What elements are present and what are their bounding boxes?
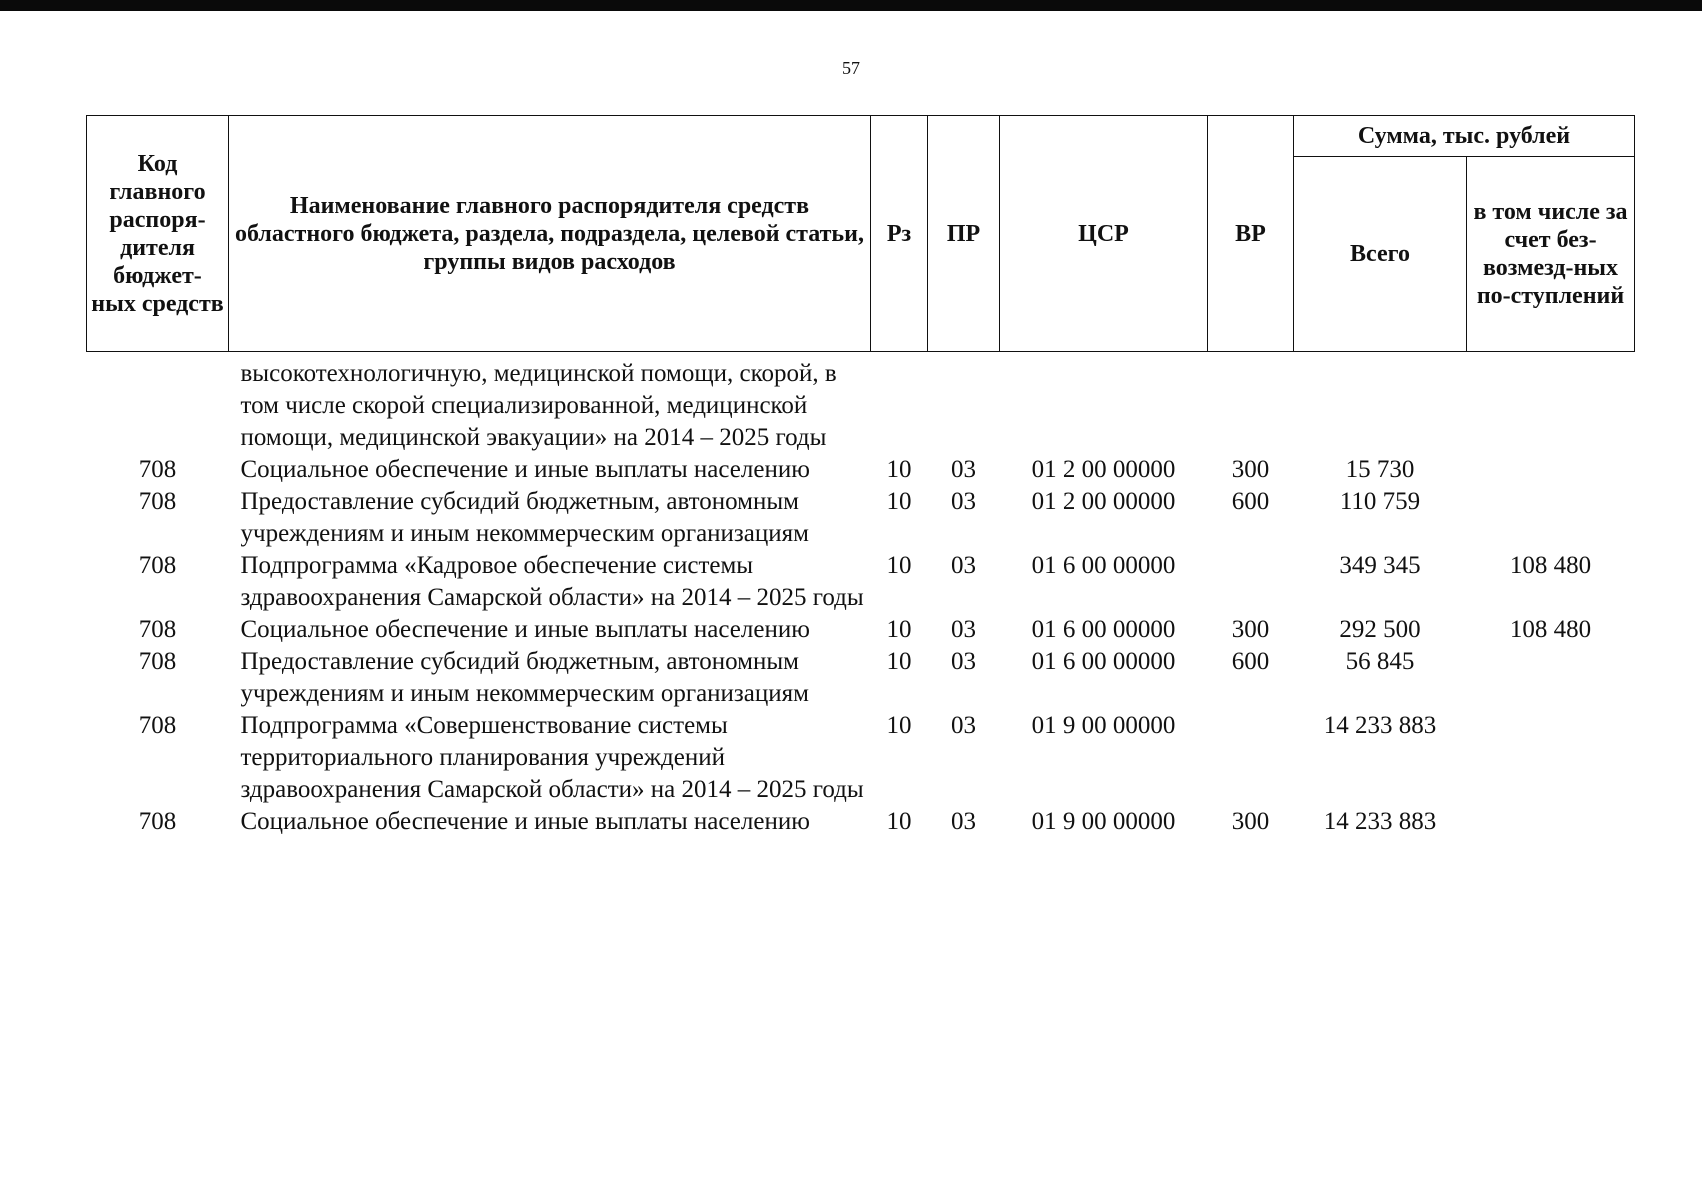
- table-row: [87, 806, 1635, 838]
- cell-name: Предоставление субсидий бюджетным, автономным учреждениям и иным некоммерческим организациям: [240, 648, 809, 707]
- table-row: [87, 454, 1635, 486]
- table-header: [87, 116, 1635, 352]
- cell-rz: 10: [886, 648, 912, 675]
- header-name: Наименование главного распорядителя средств областного бюджета, раздела, подраздела, целевой статьи, группы видов расходов: [229, 116, 871, 352]
- cell-incl: [1467, 806, 1635, 838]
- cell-code: 708: [138, 808, 177, 835]
- table-row: [87, 486, 1635, 550]
- cell-name: Подпрограмма «Совершенствование системы территориального планирования учреждений здравоохранения Самарской области» на 2014 – 2025 годы: [240, 712, 864, 803]
- cell-csr: 01 6 00 00000: [1031, 648, 1176, 675]
- table-body: [87, 352, 1635, 839]
- cell-code: 708: [138, 456, 177, 483]
- cell-csr: 01 6 00 00000: [1031, 552, 1176, 579]
- cell-csr: 01 2 00 00000: [1031, 488, 1176, 515]
- cell-code: 708: [138, 712, 177, 739]
- cell-total: 15 730: [1345, 456, 1415, 483]
- cell-total: 292 500: [1339, 616, 1421, 643]
- cell-incl: [1467, 486, 1635, 550]
- cell-pr: 03: [951, 552, 976, 579]
- cell-rz: 10: [886, 808, 912, 835]
- table-row: [87, 550, 1635, 614]
- cell-total: 110 759: [1339, 488, 1421, 515]
- header-pr: ПР: [928, 116, 1000, 352]
- cell-rz: 10: [886, 712, 912, 739]
- header-rz: Рз: [871, 116, 928, 352]
- cell-pr: 03: [951, 488, 976, 515]
- cell-name: Социальное обеспечение и иные выплаты населению: [240, 616, 810, 643]
- continuation-empty: [871, 352, 1635, 455]
- page-number: 57: [842, 58, 860, 78]
- cell-rz: 10: [886, 552, 912, 579]
- cell-csr: 01 2 00 00000: [1031, 456, 1176, 483]
- cell-csr: 01 9 00 00000: [1031, 808, 1176, 835]
- budget-table: [86, 115, 1635, 838]
- cell-vr: [1208, 710, 1294, 806]
- cell-total: 349 345: [1339, 552, 1421, 579]
- table-row: [87, 710, 1635, 806]
- cell-name: Социальное обеспечение и иные выплаты населению: [240, 456, 810, 483]
- cell-pr: 03: [951, 808, 976, 835]
- cell-code: 708: [138, 488, 177, 515]
- header-code: Код главного распоря-дителя бюджет-ных средств: [87, 116, 229, 352]
- cell-rz: 10: [886, 488, 912, 515]
- cell-vr: 300: [1231, 808, 1270, 835]
- cell-vr: 300: [1231, 456, 1270, 483]
- continuation-text: высокотехнологичную, медицинской помощи, скорой, в том числе скорой специализированной, медицинской помощи, медицинской эвакуации» на 2014 – 2025 годы: [240, 360, 837, 451]
- table-row: [87, 646, 1635, 710]
- cell-incl: [1467, 646, 1635, 710]
- cell-vr: 600: [1231, 648, 1270, 675]
- cell-code: 708: [138, 552, 177, 579]
- cell-total: 14 233 883: [1323, 712, 1437, 739]
- cell-total: 14 233 883: [1323, 808, 1437, 835]
- cell-code: 708: [138, 648, 177, 675]
- cell-pr: 03: [951, 616, 976, 643]
- header-total: Всего: [1294, 157, 1467, 352]
- cell-total: 56 845: [1345, 648, 1415, 675]
- cell-rz: 10: [886, 616, 912, 643]
- cell-pr: 03: [951, 456, 976, 483]
- cell-vr: [1208, 550, 1294, 614]
- cell-incl: [1467, 710, 1635, 806]
- cell-csr: 01 6 00 00000: [1031, 616, 1176, 643]
- continuation-row: [87, 352, 1635, 455]
- cell-name: Предоставление субсидий бюджетным, автономным учреждениям и иным некоммерческим организациям: [240, 488, 809, 547]
- cell-name: Подпрограмма «Кадровое обеспечение системы здравоохранения Самарской области» на 2014 – 2025 годы: [240, 552, 864, 611]
- cell-pr: 03: [951, 648, 976, 675]
- table-row: [87, 614, 1635, 646]
- scan-top-border: [0, 0, 1702, 11]
- cell-code: 708: [138, 616, 177, 643]
- cell-csr: 01 9 00 00000: [1031, 712, 1176, 739]
- cell-rz: 10: [886, 456, 912, 483]
- cell-incl: [1467, 454, 1635, 486]
- cell-incl: 108 480: [1509, 552, 1592, 579]
- cell-vr: 600: [1231, 488, 1270, 515]
- cell-name: Социальное обеспечение и иные выплаты населению: [240, 808, 810, 835]
- header-incl: в том числе за счет без-возмезд-ных по-ступлений: [1467, 157, 1635, 352]
- cell-incl: 108 480: [1509, 616, 1592, 643]
- header-sum: Сумма, тыс. рублей: [1294, 116, 1635, 157]
- cell-vr: 300: [1231, 616, 1270, 643]
- continuation-code: [87, 352, 229, 455]
- cell-pr: 03: [951, 712, 976, 739]
- header-csr: ЦСР: [1000, 116, 1208, 352]
- header-vr: ВР: [1208, 116, 1294, 352]
